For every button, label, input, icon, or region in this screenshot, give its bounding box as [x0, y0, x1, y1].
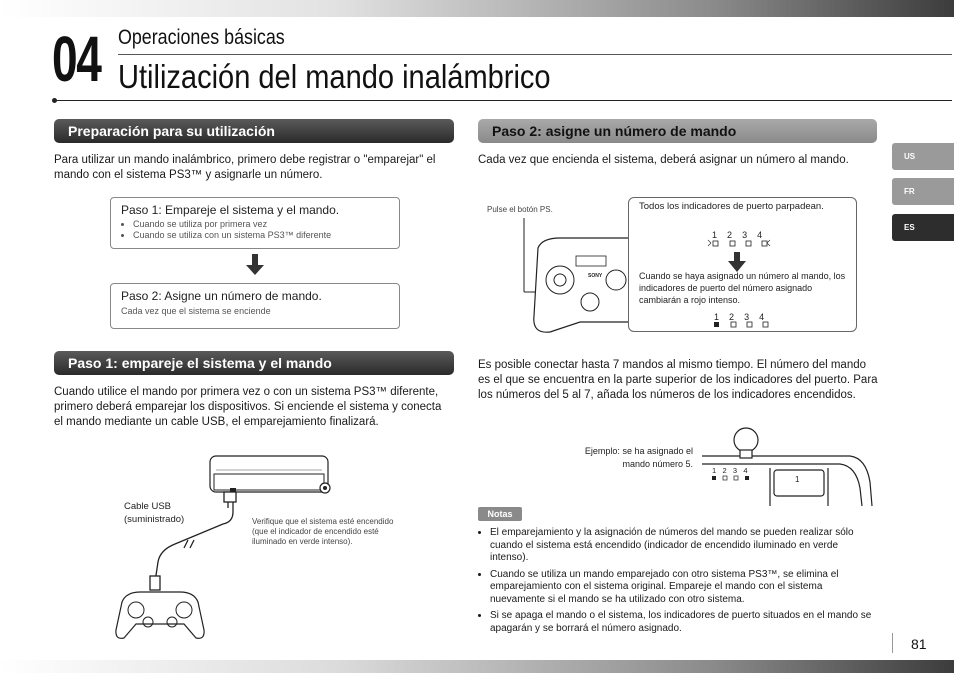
led-number: 3 [742, 230, 748, 240]
chapter-title: Operaciones básicas [118, 26, 285, 49]
header-divider [118, 54, 952, 55]
paso2-body: Cada vez que encienda el sistema, deberá asignar un número al mando. [478, 154, 849, 166]
step2-title: Paso 2: Asigne un número de mando. [121, 289, 322, 303]
led-number: 1 [712, 230, 718, 240]
flow-arrow-down-icon [246, 265, 264, 275]
step1-bullet: • Cuando se utiliza con un sistema PS3™ diferente [133, 230, 389, 241]
ps3-console-icon [210, 456, 330, 493]
led-number: 2 [729, 312, 735, 322]
notes-badge: Notas [478, 507, 522, 521]
controller-ps-illustration [520, 212, 640, 337]
preparacion-body: Para utilizar un mando inalámbrico, primero debe registrar o "emparejar" el mando con el sistema PS3™ y asignarle un número. [54, 154, 436, 181]
step1-bullet: • Cuando se utiliza por primera vez [133, 219, 389, 230]
section-heading-paso2: Paso 2: asigne un número de mando [478, 119, 877, 143]
cable-label-2: (suministrado) [124, 514, 185, 525]
step1-box [110, 197, 400, 249]
ps-button-label: Pulse el botón PS. [487, 205, 553, 214]
chapter-number: 04 [52, 23, 101, 95]
led-number: 4 [743, 466, 748, 475]
tab-us[interactable]: US [892, 143, 954, 170]
led-number: 2 [727, 230, 733, 240]
note-item: • Si se apaga el mando o el sistema, los indicadores de puerto situados en el mando se apagarán y se borrará el número asignado. [490, 610, 878, 635]
led-number: 3 [744, 312, 750, 322]
led-number: 4 [757, 230, 763, 240]
ps3-controller-icon [116, 592, 204, 638]
led-number: 3 [732, 466, 738, 475]
notes-list [478, 527, 878, 639]
section-heading-paso1: Paso 1: empareje el sistema y el mando [54, 351, 454, 375]
led-number: 4 [759, 312, 765, 322]
step1-bullets [121, 219, 389, 241]
title-divider [54, 100, 952, 101]
page-number-divider [892, 633, 893, 653]
sony-logo: SONY [588, 273, 603, 279]
top-gradient-bar [0, 0, 954, 17]
note-item: • Cuando se utiliza un mando emparejado con otro sistema PS3™, se elimina el emparejamiento con el sistema original. Empareje el mando con el sistema nuevamente si el mando se ha utilizado con otro sistema. [490, 569, 878, 607]
example-led-numbers [712, 466, 747, 475]
example-label: Ejemplo: se ha asignado el mando número 5. [584, 446, 693, 469]
section-heading-preparacion: Preparación para su utilización [54, 119, 454, 143]
page-number: 81 [911, 636, 927, 652]
step1-title: Paso 1: Empareje el sistema y el mando. [121, 203, 340, 217]
led-number: 1 [714, 312, 720, 322]
paso1-body: Cuando utilice el mando por primera vez o con un sistema PS3™ diferente, primero deberá emparejar los dispositivos. Si enciende el sistema y conecta el mando mediante un cable USB, el emparejamiento finalizará. [54, 386, 442, 428]
tab-es[interactable]: ES [892, 214, 954, 241]
cable-label-1: Cable USB [124, 501, 171, 512]
note-item: • El emparejamiento y la asignación de números del mando se pueden realizar sólo cuando el sistema está encendido (indicador de encendido iluminado en verde intenso). [490, 527, 878, 565]
example-leds-icon [710, 475, 760, 483]
callout-assigned: Cuando se haya asignado un número al mando, los indicadores de puerto del número asignado cambiarán a rojo intenso. [639, 271, 846, 305]
tab-fr[interactable]: FR [892, 178, 954, 205]
bottom-gradient-bar [0, 660, 954, 673]
callout-all-blink: Todos los indicadores de puerto parpadean. [639, 201, 824, 212]
led-number: 2 [722, 466, 727, 475]
step2-box [110, 283, 400, 329]
multi-controller-body: Es posible conectar hasta 7 mandos al mismo tiempo. El número del mando es el que se encuentra en la parte superior de los indicadores del puerto. Para los números del 5 al 7, añada los números de los indicadores encendidos. [478, 359, 878, 401]
step2-sub: Cada vez que el sistema se enciende [121, 306, 271, 316]
example-box-number: 1 [795, 475, 800, 484]
verify-power-note: Verifique que el sistema esté encendido (que el indicador de encendido esté iluminado en verde intenso). [252, 517, 394, 546]
ps3-controller-front-icon [534, 238, 630, 332]
page-title: Utilización del mando inalámbrico [118, 58, 551, 95]
usb-connection-illustration [110, 452, 350, 642]
led-number: 1 [712, 466, 717, 475]
assigned-leds-icon [712, 321, 778, 329]
